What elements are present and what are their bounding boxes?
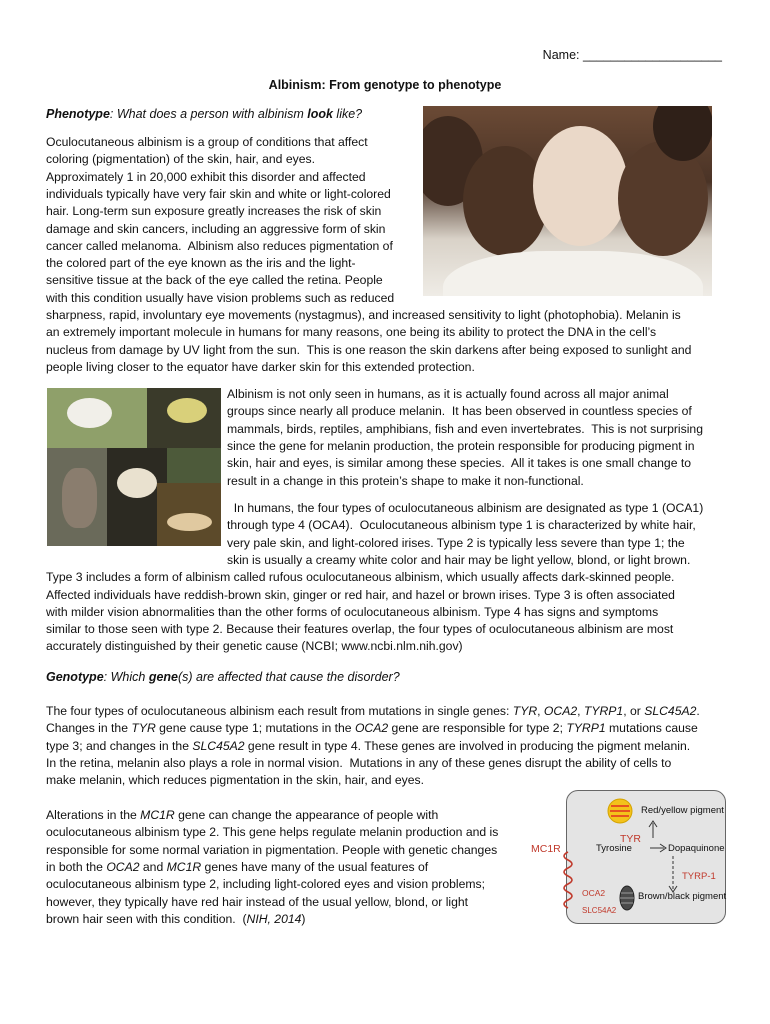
slc-label: SLC54A2 [582, 906, 617, 915]
text-line: through type 4 (OCA4). Oculocutaneous albinism type 1 is characterized by white hair, [227, 518, 696, 533]
heading-text: : Which [103, 670, 149, 684]
text-line: Oculocutaneous albinism is a group of conditions that affect [46, 135, 368, 149]
text-line: Albinism is not only seen in humans, as it is actually found across all major animal [227, 387, 669, 401]
children-photo [423, 106, 712, 296]
text-line: individuals typically have very fair skin and white or light-colored [46, 186, 391, 201]
text-line: Affected individuals have reddish-brown skin, ginger or red hair, and hazel or brown irises. Type 3 is often associated [46, 587, 675, 602]
text-line: similar to those seen with type 2. Because their features overlap, the four types of oculocutaneous albinism are most [46, 622, 674, 637]
text-line: Type 3 includes a form of albinism called rufous oculocutaneous albinism, which usually affects dark-skinned people. [46, 570, 675, 585]
text-line: coloring (pigmentation) of the skin, hair, and eyes. [46, 152, 315, 167]
phenotype-heading [46, 106, 362, 123]
text-line: people living closer to the equator have darker skin for this extended protection. [46, 359, 475, 374]
heading-text: : What does a person with albinism [109, 107, 308, 121]
text-line: cancer called melanoma. Albinism also reduces pigmentation of [46, 238, 393, 253]
text-line: In humans, the four types of oculocutaneous albinism are designated as type 1 (OCA1) [227, 501, 704, 515]
text-line: Approximately 1 in 20,000 exhibit this disorder and affected [46, 169, 366, 184]
text-line: The four types of oculocutaneous albinism each result from mutations in single genes: TYR, OCA2, TYRP1, or SLC45A2. [46, 704, 700, 718]
text-line: skin, hair and eyes, is similar among these species. All it takes is one small change to [227, 456, 692, 471]
text-line: Alterations in the MC1R gene can change the appearance of people with [46, 808, 439, 822]
text-line: in both the OCA2 and MC1R genes have many of the usual features of [46, 859, 429, 874]
dopaquinone-label: Dopaquinone [668, 843, 725, 854]
genotype-term: Genotype [46, 670, 104, 684]
text-line: sensitive tissue at the back of the eye called the retina. People [46, 273, 383, 288]
text-line: very pale skin, and light-colored irises. Type 2 is typically less severe than type 1; the [227, 535, 685, 550]
melanin-pathway-diagram [528, 790, 728, 925]
text-line: skin is usually a creamy white color and hair may be light yellow, blond, or light brown. [227, 552, 691, 567]
text-line: Changes in the TYR gene cause type 1; mutations in the OCA2 gene are responsible for type 2; TYRP1 mutations cause [46, 721, 698, 736]
text-line: however, they typically have red hair instead of the usual yellow, blond, or light [46, 894, 469, 909]
text-line: responsible for some normal variation in pigmentation. People with genetic changes [46, 842, 498, 857]
text-line: nucleus from damage by UV light from the sun. This is one reason the skin darkens after being exposed to sunlight and [46, 342, 692, 357]
text-line: an extremely important molecule in humans for many reasons, one being its ability to protect the DNA in the cell’s [46, 325, 657, 340]
text-line: oculocutaneous albinism type 2. This gene helps regulate melanin production and is [46, 825, 499, 840]
heading-emphasis: gene [148, 670, 178, 684]
text-line: since the gene for melanin production, the protein responsible for producing pigment in [227, 438, 695, 453]
text-line: oculocutaneous albinism type 2, including light-colored eyes and vision problems; [46, 877, 485, 892]
text-line: damage and skin cancers, including an aggressive form of skin [46, 221, 386, 236]
heading-text: (s) are affected that cause the disorder? [178, 670, 400, 684]
text-line: result in a change in this protein’s shape to make it non-functional. [227, 473, 584, 488]
oca2-label: OCA2 [582, 888, 606, 898]
mc1r-receptor-icon [564, 852, 572, 908]
text-line: make melanin, which reduces pigmentation in the skin, hair, and eyes. [46, 773, 425, 788]
text-line: hair. Long-term sun exposure greatly increases the risk of skin [46, 204, 382, 219]
text-line: sharpness, rapid, involuntary eye movements (nystagmus), and increased sensitivity to light (photophobia). Melanin is [46, 308, 681, 322]
text-line: groups since nearly all produce melanin. It has been observed in countless species of [227, 404, 692, 419]
brown-black-label: Brown/black pigment [638, 891, 727, 902]
text-line: brown hair seen with this condition. (NIH, 2014) [46, 911, 306, 926]
text-line: accurately distinguished by their genetic cause (NCBI; www.ncbi.nlm.nih.gov) [46, 639, 463, 654]
heading-text: like? [332, 107, 363, 121]
text-line: with this condition usually have vision problems such as reduced [46, 290, 395, 305]
heading-emphasis: look [307, 107, 333, 121]
text-line: with milder vision abnormalities than the other forms of oculocutaneous albinism. Type 4 has signs and symptoms [46, 604, 659, 619]
tyrosine-label: Tyrosine [596, 843, 632, 854]
text-line: the colored part of the eye known as the iris and the light- [46, 256, 356, 271]
genotype-heading [46, 669, 400, 686]
tyr-label: TYR [620, 833, 641, 845]
tyrp1-label: TYRP-1 [682, 871, 716, 882]
albino-animals-photo [47, 388, 221, 546]
name-field-label: Name: ____________________ [542, 48, 722, 62]
page-title: Albinism: From genotype to phenotype [268, 78, 502, 92]
mc1r-label: MC1R [531, 843, 561, 855]
red-yellow-label: Red/yellow pigment [641, 805, 724, 816]
text-line: In the retina, melanin also plays a role in normal vision. Mutations in any of these genes disrupt the ability of cells to [46, 755, 672, 770]
text-line: mammals, birds, reptiles, amphibians, fish and even invertebrates. This is not surprising [227, 421, 703, 436]
text-line: type 3; and changes in the SLC45A2 gene result in type 4. These genes are involved in producing the pigment melanin. [46, 738, 691, 753]
phenotype-term: Phenotype [46, 107, 110, 121]
